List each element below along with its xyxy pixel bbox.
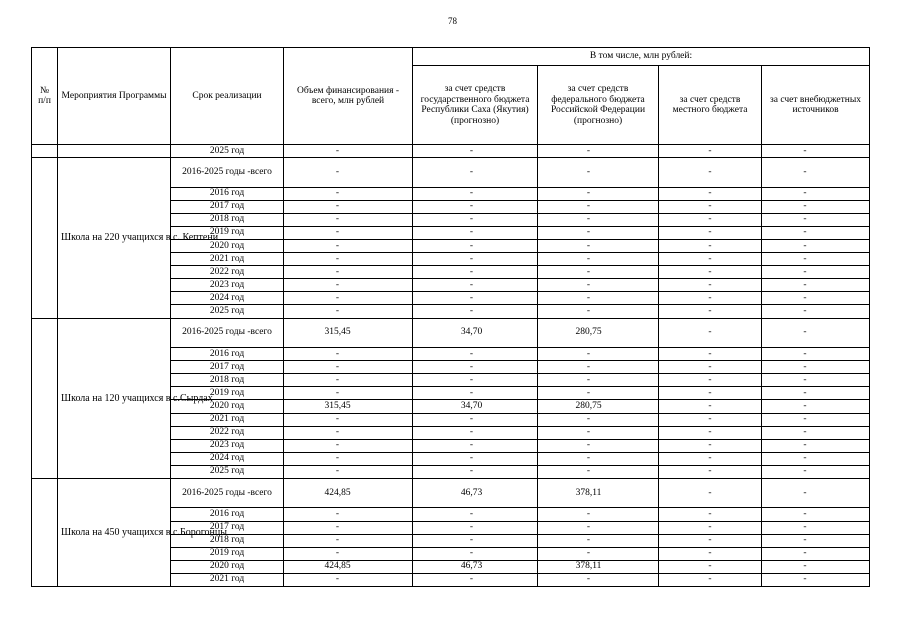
extrabudget-cell: - xyxy=(762,145,870,158)
regional-cell: - xyxy=(413,158,538,188)
regional-cell: 34,70 xyxy=(413,318,538,348)
period-cell: 2023 год xyxy=(171,439,284,452)
volume-cell: 424,85 xyxy=(284,478,413,508)
federal-cell: - xyxy=(538,239,659,252)
local-cell: - xyxy=(659,187,762,200)
regional-cell: - xyxy=(413,547,538,560)
header-period: Срок реализации xyxy=(171,48,284,145)
event-cell xyxy=(58,145,171,158)
volume-cell: - xyxy=(284,279,413,292)
period-cell: 2016 год xyxy=(171,508,284,521)
event-name-cell: Школа на 120 учащихся в с.Сырдах xyxy=(58,318,171,478)
federal-cell: - xyxy=(538,452,659,465)
volume-cell: - xyxy=(284,253,413,266)
table-row-total xyxy=(32,158,870,188)
federal-cell: - xyxy=(538,305,659,318)
regional-cell: - xyxy=(413,439,538,452)
regional-cell: - xyxy=(413,465,538,478)
period-cell: 2021 год xyxy=(171,413,284,426)
local-cell: - xyxy=(659,200,762,213)
federal-cell: - xyxy=(538,534,659,547)
extrabudget-cell: - xyxy=(762,292,870,305)
extrabudget-cell: - xyxy=(762,226,870,239)
regional-cell: - xyxy=(413,452,538,465)
header-including: В том числе, млн рублей: xyxy=(413,48,870,66)
page-number: 78 xyxy=(448,16,457,26)
federal-cell: 378,11 xyxy=(538,560,659,573)
volume-cell: - xyxy=(284,361,413,374)
volume-cell: - xyxy=(284,426,413,439)
local-cell: - xyxy=(659,266,762,279)
federal-cell: - xyxy=(538,253,659,266)
regional-cell: - xyxy=(413,187,538,200)
federal-cell: - xyxy=(538,292,659,305)
federal-cell: - xyxy=(538,348,659,361)
financing-table xyxy=(31,47,870,587)
volume-cell: - xyxy=(284,465,413,478)
period-cell: 2019 год xyxy=(171,387,284,400)
regional-cell: - xyxy=(413,348,538,361)
regional-cell: - xyxy=(413,253,538,266)
extrabudget-cell: - xyxy=(762,361,870,374)
event-name-cell: Школа на 450 учащихся в с.Борогонцы xyxy=(58,478,171,586)
period-cell: 2017 год xyxy=(171,361,284,374)
regional-cell: - xyxy=(413,534,538,547)
extrabudget-cell: - xyxy=(762,439,870,452)
period-cell: 2018 год xyxy=(171,534,284,547)
volume-cell: - xyxy=(284,226,413,239)
regional-cell: - xyxy=(413,573,538,586)
local-cell: - xyxy=(659,560,762,573)
volume-cell: - xyxy=(284,187,413,200)
federal-cell: - xyxy=(538,547,659,560)
regional-cell: - xyxy=(413,305,538,318)
volume-cell: - xyxy=(284,348,413,361)
regional-cell: - xyxy=(413,387,538,400)
extrabudget-cell: - xyxy=(762,213,870,226)
extrabudget-cell: - xyxy=(762,187,870,200)
num-cell xyxy=(32,145,58,158)
period-cell: 2019 год xyxy=(171,226,284,239)
volume-cell: 315,45 xyxy=(284,318,413,348)
extrabudget-cell: - xyxy=(762,318,870,348)
period-cell: 2021 год xyxy=(171,253,284,266)
extrabudget-cell: - xyxy=(762,374,870,387)
local-cell: - xyxy=(659,413,762,426)
header-local: за счет средств местного бюджета xyxy=(659,66,762,145)
table-row-total xyxy=(32,478,870,508)
federal-cell: - xyxy=(538,508,659,521)
regional-cell: - xyxy=(413,521,538,534)
regional-cell: 46,73 xyxy=(413,478,538,508)
local-cell: - xyxy=(659,348,762,361)
local-cell: - xyxy=(659,387,762,400)
federal-cell: 280,75 xyxy=(538,318,659,348)
local-cell: - xyxy=(659,361,762,374)
extrabudget-cell: - xyxy=(762,560,870,573)
volume-cell: - xyxy=(284,452,413,465)
extrabudget-cell: - xyxy=(762,465,870,478)
period-cell: 2018 год xyxy=(171,213,284,226)
volume-cell: - xyxy=(284,374,413,387)
regional-cell: - xyxy=(413,426,538,439)
table-row-total xyxy=(32,318,870,348)
period-cell: 2020 год xyxy=(171,239,284,252)
local-cell: - xyxy=(659,534,762,547)
volume-cell: - xyxy=(284,266,413,279)
period-cell: 2025 год xyxy=(171,305,284,318)
federal-cell: - xyxy=(538,279,659,292)
extrabudget-cell: - xyxy=(762,279,870,292)
local-cell: - xyxy=(659,213,762,226)
volume-cell: - xyxy=(284,387,413,400)
extrabudget-cell: - xyxy=(762,508,870,521)
federal-cell: - xyxy=(538,213,659,226)
volume-cell: - xyxy=(284,521,413,534)
federal-cell: - xyxy=(538,361,659,374)
period-cell: 2024 год xyxy=(171,452,284,465)
period-cell: 2017 год xyxy=(171,521,284,534)
federal-cell: 280,75 xyxy=(538,400,659,413)
table-row xyxy=(32,145,870,158)
extrabudget-cell: - xyxy=(762,400,870,413)
volume-cell: - xyxy=(284,145,413,158)
regional-cell: - xyxy=(413,145,538,158)
extrabudget-cell: - xyxy=(762,521,870,534)
extrabudget-cell: - xyxy=(762,534,870,547)
regional-cell: - xyxy=(413,292,538,305)
extrabudget-cell: - xyxy=(762,547,870,560)
header-federal: за счет средств федерального бюджета Российской Федерации (прогнозно) xyxy=(538,66,659,145)
volume-cell: - xyxy=(284,158,413,188)
federal-cell: - xyxy=(538,439,659,452)
period-cell: 2016-2025 годы -всего xyxy=(171,478,284,508)
local-cell: - xyxy=(659,279,762,292)
extrabudget-cell: - xyxy=(762,305,870,318)
extrabudget-cell: - xyxy=(762,158,870,188)
federal-cell: - xyxy=(538,426,659,439)
local-cell: - xyxy=(659,305,762,318)
federal-cell: - xyxy=(538,145,659,158)
local-cell: - xyxy=(659,452,762,465)
local-cell: - xyxy=(659,478,762,508)
federal-cell: - xyxy=(538,200,659,213)
federal-cell: - xyxy=(538,374,659,387)
local-cell: - xyxy=(659,239,762,252)
local-cell: - xyxy=(659,426,762,439)
period-cell: 2020 год xyxy=(171,400,284,413)
extrabudget-cell: - xyxy=(762,200,870,213)
local-cell: - xyxy=(659,508,762,521)
volume-cell: - xyxy=(284,534,413,547)
period-cell: 2025 год xyxy=(171,465,284,478)
local-cell: - xyxy=(659,318,762,348)
period-cell: 2022 год xyxy=(171,266,284,279)
extrabudget-cell: - xyxy=(762,452,870,465)
volume-cell: - xyxy=(284,305,413,318)
local-cell: - xyxy=(659,573,762,586)
volume-cell: - xyxy=(284,413,413,426)
extrabudget-cell: - xyxy=(762,387,870,400)
extrabudget-cell: - xyxy=(762,573,870,586)
regional-cell: - xyxy=(413,279,538,292)
local-cell: - xyxy=(659,521,762,534)
local-cell: - xyxy=(659,547,762,560)
period-cell: 2024 год xyxy=(171,292,284,305)
period-cell: 2016 год xyxy=(171,187,284,200)
volume-cell: 315,45 xyxy=(284,400,413,413)
extrabudget-cell: - xyxy=(762,253,870,266)
header-event: Мероприятия Программы xyxy=(58,48,171,145)
period-cell: 2017 год xyxy=(171,200,284,213)
period-cell: 2016-2025 годы -всего xyxy=(171,318,284,348)
num-cell xyxy=(32,318,58,478)
event-name-cell: Школа на 220 учащихся в с. Кептени xyxy=(58,158,171,318)
federal-cell: - xyxy=(538,573,659,586)
extrabudget-cell: - xyxy=(762,266,870,279)
period-cell: 2022 год xyxy=(171,426,284,439)
period-cell: 2023 год xyxy=(171,279,284,292)
regional-cell: 46,73 xyxy=(413,560,538,573)
federal-cell: - xyxy=(538,266,659,279)
federal-cell: - xyxy=(538,158,659,188)
federal-cell: - xyxy=(538,521,659,534)
regional-cell: - xyxy=(413,508,538,521)
local-cell: - xyxy=(659,374,762,387)
regional-cell: - xyxy=(413,200,538,213)
federal-cell: - xyxy=(538,226,659,239)
local-cell: - xyxy=(659,145,762,158)
federal-cell: - xyxy=(538,465,659,478)
table-body xyxy=(32,145,870,587)
federal-cell: - xyxy=(538,413,659,426)
regional-cell: - xyxy=(413,374,538,387)
volume-cell: - xyxy=(284,213,413,226)
local-cell: - xyxy=(659,400,762,413)
regional-cell: - xyxy=(413,213,538,226)
regional-cell: - xyxy=(413,413,538,426)
local-cell: - xyxy=(659,439,762,452)
num-cell xyxy=(32,478,58,586)
period-cell: 2020 год xyxy=(171,560,284,573)
volume-cell: - xyxy=(284,200,413,213)
volume-cell: - xyxy=(284,547,413,560)
federal-cell: - xyxy=(538,387,659,400)
local-cell: - xyxy=(659,465,762,478)
volume-cell: - xyxy=(284,439,413,452)
extrabudget-cell: - xyxy=(762,478,870,508)
volume-cell: 424,85 xyxy=(284,560,413,573)
header-regional: за счет средств государственного бюджета Республики Саха (Якутия) (прогнозно) xyxy=(413,66,538,145)
period-cell: 2016 год xyxy=(171,348,284,361)
extrabudget-cell: - xyxy=(762,239,870,252)
volume-cell: - xyxy=(284,239,413,252)
volume-cell: - xyxy=(284,573,413,586)
header-extrabudget: за счет внебюджетных источников xyxy=(762,66,870,145)
regional-cell: - xyxy=(413,266,538,279)
local-cell: - xyxy=(659,292,762,305)
local-cell: - xyxy=(659,253,762,266)
volume-cell: - xyxy=(284,292,413,305)
period-cell: 2019 год xyxy=(171,547,284,560)
extrabudget-cell: - xyxy=(762,426,870,439)
period-cell: 2018 год xyxy=(171,374,284,387)
period-cell: 2021 год xyxy=(171,573,284,586)
federal-cell: - xyxy=(538,187,659,200)
federal-cell: 378,11 xyxy=(538,478,659,508)
extrabudget-cell: - xyxy=(762,413,870,426)
regional-cell: - xyxy=(413,226,538,239)
period-cell: 2016-2025 годы -всего xyxy=(171,158,284,188)
header-volume: Объем финансирования - всего, млн рублей xyxy=(284,48,413,145)
local-cell: - xyxy=(659,158,762,188)
regional-cell: 34,70 xyxy=(413,400,538,413)
period-cell: 2025 год xyxy=(171,145,284,158)
extrabudget-cell: - xyxy=(762,348,870,361)
header-num: № п/п xyxy=(32,48,58,145)
regional-cell: - xyxy=(413,239,538,252)
num-cell xyxy=(32,158,58,318)
local-cell: - xyxy=(659,226,762,239)
volume-cell: - xyxy=(284,508,413,521)
regional-cell: - xyxy=(413,361,538,374)
